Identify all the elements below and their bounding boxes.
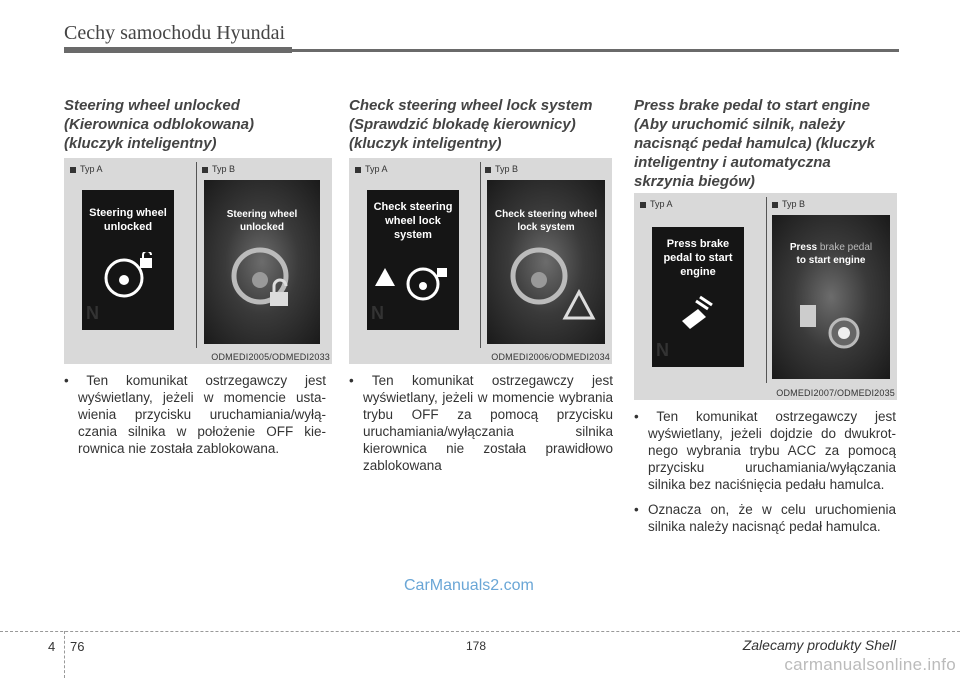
footer-page-number: 76 — [70, 639, 85, 654]
section-title: Press brake pedal to start engine (Aby uruchomić silnik, należy nacisnąć pedał hamulca) (kluczyk inteligentny i automatyczna skrzynia biegów) — [634, 97, 875, 190]
footer-rule — [0, 631, 960, 632]
steering-wheel-warning-icon — [501, 242, 597, 332]
cluster-screen-b — [487, 180, 605, 344]
brake-pedal-icon — [676, 291, 720, 335]
header-rule-accent — [64, 47, 292, 53]
figure-divider — [766, 197, 767, 383]
section-title: Check steering wheel lock system (Sprawdzić blokadę kierownicy) (kluczyk inteligentny) — [349, 97, 593, 152]
figure-label-a: Typ A — [355, 164, 388, 174]
section-steering-unlocked — [64, 96, 312, 153]
figure-caption: ODMEDI2007/ODMEDI2035 — [776, 388, 895, 398]
bullet-item: • Oznacza on, że w celu uruchomienia silnika należy nacisnąć pedał hamulca. — [634, 502, 896, 534]
warning-steering-icon — [375, 264, 455, 304]
section-press-brake — [634, 96, 882, 191]
cluster-screen-a — [367, 190, 459, 330]
section-title: Steering wheel unlocked (Kierownica odblokowana) (kluczyk inteligentny) — [64, 97, 255, 152]
gear-indicator-icon: N — [86, 303, 99, 323]
footer-center-page: 178 — [466, 639, 487, 653]
steering-wheel-lock-icon — [226, 242, 302, 318]
figure-caption: ODMEDI2005/ODMEDI2033 — [211, 352, 330, 362]
figure-label-b: Typ B — [772, 199, 805, 209]
figure-press-brake — [634, 193, 897, 400]
header-title: Cechy samochodu Hyundai — [64, 22, 286, 44]
cluster-screen-b — [772, 215, 890, 379]
screen-message: Check steering wheel lock system — [494, 209, 598, 233]
screen-message: Check steering wheel lock system — [373, 201, 453, 241]
bullet-item: • Ten komunikat ostrzegawczy jest wyświetlany, jeżeli dojdzie do dwukrotnego wybrania trybu ACC za pomocą przycisku uruchamiania/wyłączania silnika bez naciśnięcia pedału hamulca. — [634, 409, 896, 492]
gear-indicator-icon: N — [371, 303, 384, 323]
figure-caption: ODMEDI2006/ODMEDI2034 — [491, 352, 610, 362]
figure-divider — [196, 162, 197, 348]
section-body — [634, 408, 896, 543]
screen-message: Press brake pedal to start engine — [663, 238, 733, 278]
site-watermark: carmanualsonline.info — [784, 655, 956, 674]
footer-chapter: 4 — [48, 639, 56, 654]
steering-wheel-icon — [100, 252, 156, 300]
cluster-screen-a — [82, 190, 174, 330]
figure-label-a: Typ A — [70, 164, 103, 174]
figure-label-b: Typ B — [202, 164, 235, 174]
figure-check-steering-lock — [349, 158, 612, 364]
section-check-steering-lock — [349, 96, 597, 153]
gear-indicator-icon: N — [656, 340, 669, 360]
section-body — [349, 372, 613, 482]
cluster-screen-b — [204, 180, 320, 344]
screen-message: Steering wheel unlocked — [226, 209, 298, 233]
figure-label-a: Typ A — [640, 199, 673, 209]
pedal-start-button-icon — [798, 289, 868, 359]
figure-steering-unlocked — [64, 158, 332, 364]
footer-slogan: Zalecamy produkty Shell — [742, 637, 896, 653]
bullet-item: • Ten komunikat ostrzegawczy jest wyświetlany, jeżeli w momencie wybrania trybu OFF za pomocą przycisku uruchamiania/wyłączania silnika kierownica nie została prawidłowo zablokowana — [349, 373, 613, 473]
figure-divider — [480, 162, 481, 348]
watermark-link[interactable]: CarManuals2.com — [404, 577, 534, 594]
bullet-item: • Ten komunikat ostrzegawczy jest wyświetlany, jeżeli w momencie ustawienia przycisku uruchamiania/wyłączania silnika w położenie OFF kierownica nie została zablokowana. — [64, 373, 326, 456]
section-body — [64, 372, 326, 465]
footer-divider — [64, 631, 65, 678]
cluster-screen-a — [652, 227, 744, 367]
figure-label-b: Typ B — [485, 164, 518, 174]
screen-message-b: Press brake pedal to start engine — [789, 242, 873, 266]
screen-message: Steering wheel unlocked — [89, 207, 167, 233]
